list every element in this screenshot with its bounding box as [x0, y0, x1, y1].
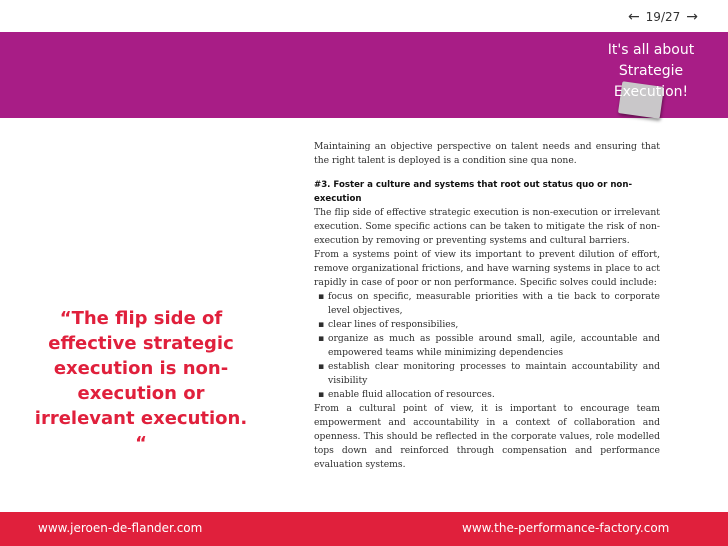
pull-quote: “The flip side of effective strategic execution is non-execution or irrelevant execution. “ — [34, 308, 248, 454]
footer-bar — [0, 512, 728, 546]
footer-link-right[interactable]: www.the-performance-factory.com — [462, 521, 670, 535]
body-paragraph: From a systems point of view its important to prevent dilution of effort, remove organizational frictions, and have warning systems in place to act rapidly in case of poor or non performance. Specific solves could include: — [314, 249, 660, 288]
list-item: ▪ establish clear monitoring processes to maintain accountability and visibility — [318, 360, 660, 388]
prev-arrow-icon[interactable]: ← — [627, 9, 640, 25]
bullet-list — [314, 290, 660, 402]
section-heading: #3. Foster a culture and systems that root out status quo or non-execution — [314, 180, 633, 204]
banner-title — [596, 40, 706, 103]
page-counter: 19/27 — [645, 10, 681, 24]
next-arrow-icon[interactable]: → — [686, 9, 698, 25]
list-item: ▪ clear lines of responsibilies, — [318, 318, 660, 332]
main-content — [314, 140, 660, 472]
banner-title-line: It's all about — [607, 42, 695, 58]
page-navigation — [628, 8, 698, 26]
body-paragraph: The flip side of effective strategic execution is non-execution or irrelevant execution. Some specific actions can be taken to mitigate the risk of non-execution by removing or preventing systems and cultural barriers. — [314, 207, 660, 246]
footer-link-left[interactable]: www.jeroen-de-flander.com — [38, 521, 203, 535]
list-item: ▪ organize as much as possible around small, agile, accountable and empowered teams while minimizing dependencies — [318, 332, 660, 360]
list-item: ▪ enable fluid allocation of resources. — [318, 388, 660, 402]
banner-title-line: Execution! — [613, 84, 689, 100]
banner-title-line: Strategie — [618, 63, 684, 79]
intro-paragraph: Maintaining an objective perspective on talent needs and ensuring that the right talent is deployed is a condition sine qua none. — [314, 141, 660, 166]
list-item: ▪ focus on specific, measurable priorities with a tie back to corporate level objectives, — [318, 290, 660, 318]
body-paragraph: From a cultural point of view, it is important to encourage team empowerment and accountability in a context of collaboration and openness. This should be reflected in the corporate values, role modelled tops down and reinforced through compensation and performance evaluation systems. — [314, 403, 660, 470]
